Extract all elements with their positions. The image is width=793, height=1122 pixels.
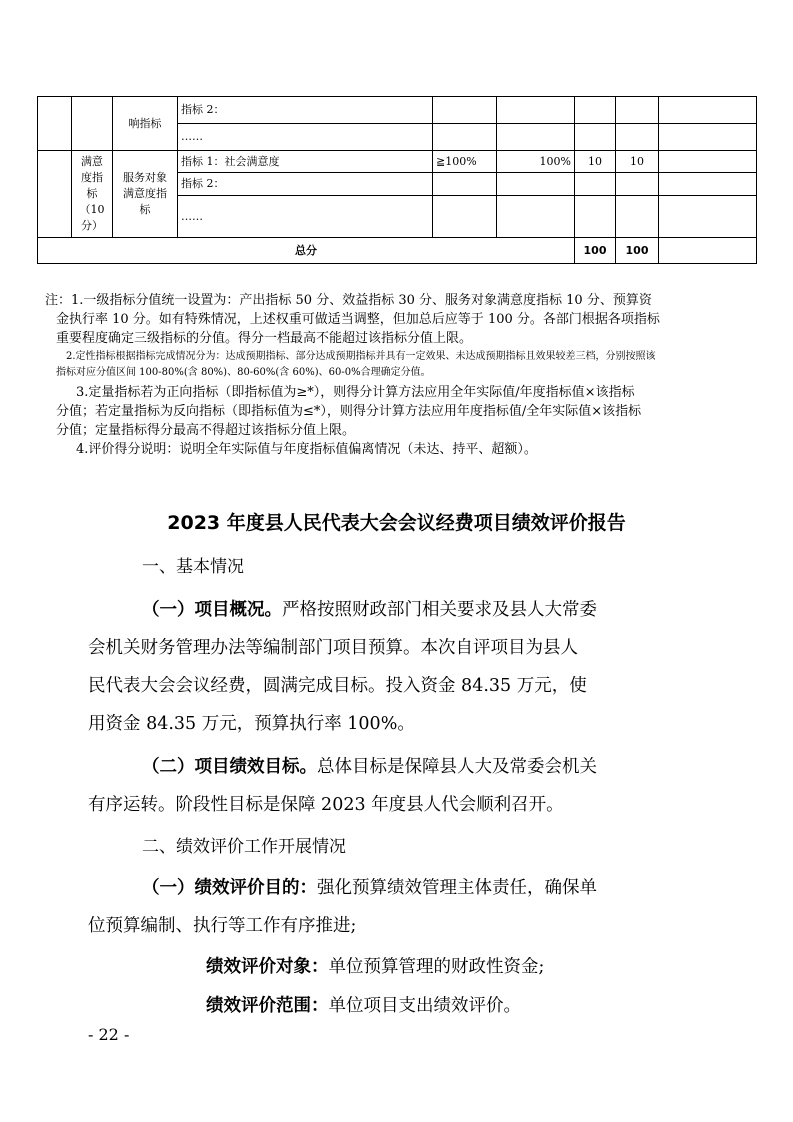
paragraph-object: 绩效评价对象：单位预算管理的财政性资金; [206, 957, 545, 977]
paragraph-purpose: （一）绩效评价目的：强化预算绩效管理主体责任，确保单 位预算编制、执行等工作有序推进; [88, 878, 597, 936]
note-1: 注：1.一级指标分值统一设置为：产出指标 50 分、效益指标 30 分、服务对象满意度指标 10 分、预算资 金执行率 10 分。如有特殊情况，上述权重可做适当调整，但加总后应等于 100 分。各部门根据各项指标 重要程度确定三级指标的分值。得分一档最高不能超过该指标分值上限。 [45, 293, 660, 346]
note-2: 2.定性指标根据指标完成情况分为：达成预期指标、部分达成预期指标并具有一定效果、未达成预期指标且效果较差三档，分别按照该 指标对应分值区间 100-80%(含 80%)、80-60%(含 60%)、60-0%合理确定分值。 [56, 351, 656, 378]
table-cell [38, 97, 72, 151]
paragraph-overview: （一）项目概况。严格按照财政部门相关要求及县人大常委 会机关财务管理办法等编制部门项目预算。本次自评项目为县人 民代表大会会议经费，圆满完成目标。投入资金 84.35 万元，使 用资金 84.35 万元，预算执行率 100%。 [88, 600, 597, 734]
total-label: 总分 [38, 238, 575, 264]
satisfaction-group-label: 满意 度指 标 （10 分） [72, 151, 113, 238]
paragraph-lead: （一）绩效评价目的： [142, 878, 317, 898]
performance-table [37, 96, 757, 264]
total-score: 100 [616, 238, 659, 264]
score-value: 10 [616, 151, 659, 173]
weight-value: 10 [575, 151, 616, 173]
paragraph-lead: （一）项目概况。 [142, 600, 282, 620]
table-cell [38, 151, 72, 238]
indicator-label: 指标 2： [178, 97, 433, 124]
note-3: 3.定量指标若为正向指标（即指标值为≥*），则得分计算方法应用全年实际值/年度指标值×该指标 分值；若定量指标为反向指标（即指标值为≤*），则得分计算方法应用年度指标值/全年实际值×该指标 分值；定量指标得分最高不得超过该指标分值上限。 [56, 385, 642, 438]
section-heading-1: 一、基本情况 [142, 557, 244, 577]
note-4: 4.评价得分说明：说明全年实际值与年度指标值偏离情况（未达、持平、超额）。 [76, 442, 537, 457]
ellipsis-cell: …… [178, 124, 433, 151]
report-title: 2023 年度县人民代表大会会议经费项目绩效评价报告 [167, 512, 626, 534]
page-number: - 22 - [88, 1025, 130, 1044]
section-heading-2: 二、绩效评价工作开展情况 [142, 837, 346, 857]
paragraph-goals: （二）项目绩效目标。总体目标是保障县人大及常委会机关 有序运转。阶段性目标是保障 2023 年度县人代会顺利召开。 [88, 757, 597, 815]
indicator-label: 指标 1：社会满意度 [178, 151, 433, 173]
service-satisfaction-label: 服务对象 满意度指 标 [113, 151, 178, 238]
total-weight: 100 [575, 238, 616, 264]
paragraph-lead: （二）项目绩效目标。 [142, 757, 317, 777]
actual-value: 100% [497, 151, 575, 173]
ellipsis-cell: …… [178, 196, 433, 238]
paragraph-scope: 绩效评价范围：单位项目支出绩效评价。 [206, 996, 521, 1016]
indicator-label: 指标 2： [178, 173, 433, 196]
target-value: ≧100% [433, 151, 497, 173]
sub-indicator-label: 响指标 [113, 97, 178, 151]
table-cell [72, 97, 113, 151]
